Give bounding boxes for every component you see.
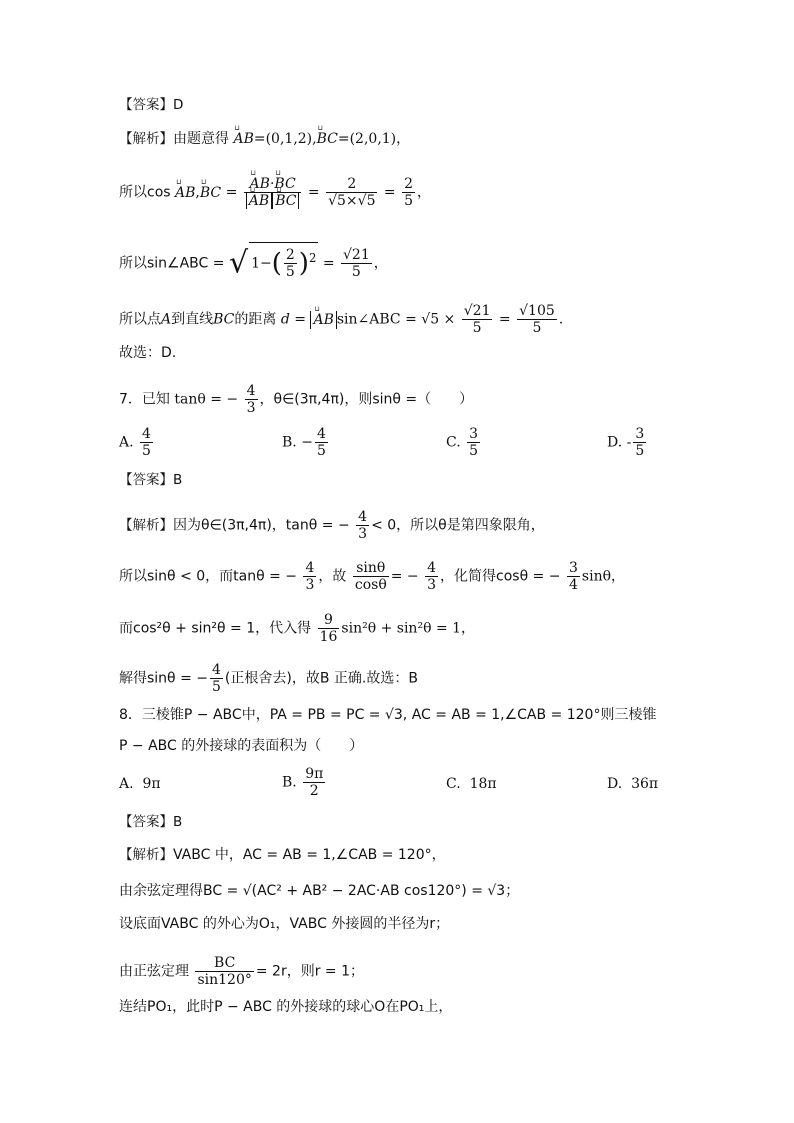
vector-ab: └┘ AB	[233, 130, 253, 148]
q7-number: 7．已知	[119, 391, 170, 408]
q6-sin-line: 所以sin∠ABC = √ 1−( $\frac{2}{5}$ )$^2$ = $\frac{√21}{5}$ ，	[119, 242, 388, 284]
q8-option-c[interactable]: C. 18π	[446, 776, 497, 792]
q8-option-b[interactable]: B. $\frac{9\pi}{2}$	[282, 766, 324, 799]
q8-option-d[interactable]: D. 36π	[607, 776, 659, 792]
q8-analysis-line5: 连结PO₁，此时P − ABC 的外接球的球心O在PO₁上，	[119, 999, 453, 1015]
q7-analysis-line1: 【解析】因为θ∈(3π,4π)，tanθ = − $\frac{4}{3}$ < 0，所以θ是第四象限角，	[119, 509, 545, 542]
q8-answer: 【答案】B	[119, 814, 183, 830]
q8-stem-line1: 8．三棱锥P − ABC中，PA = PB = PC = √3, AC = AB = 1,∠CAB = 120°则三棱锥	[119, 707, 657, 723]
q6-conclusion: 故选：D.	[119, 345, 177, 361]
dist-text-2: 的距离	[234, 311, 277, 328]
q7-option-d[interactable]: D. - $\frac{3}{5}$	[607, 426, 645, 459]
ab-magnitude: └┘ AB	[310, 311, 336, 329]
q7-tan-expr: tanθ = −	[174, 391, 239, 408]
dist-frac-1: $\frac{√21}{5}$	[463, 303, 491, 336]
dist-prefix: 所以点	[119, 311, 161, 328]
dist-formula: d =	[280, 311, 306, 328]
vector-bc: └┘ BC	[317, 130, 338, 148]
q8-stem-line2: P − ABC 的外接球的表面积为（ ）	[119, 738, 364, 754]
q7-analysis-line3: 而cos²θ + sin²θ = 1，代入得 $\frac{9}{16}$ sin²θ + sin²θ = 1，	[119, 612, 476, 645]
q7-stem	[119, 383, 473, 416]
vector-bc: └┘ BC	[200, 184, 221, 202]
q6-distance-line: 所以点A到直线BC的距离 d = └┘ AB sin∠ABC = √5 × $\frac{√21}{5}$ = $\frac{√105}{5}$ .	[119, 303, 563, 336]
q8-analysis-line1: 【解析】VABC 中，AC = AB = 1,∠CAB = 120°，	[119, 847, 446, 863]
q7-option-c[interactable]: C. $\frac{3}{5}$	[446, 426, 479, 459]
point-a: A	[161, 311, 172, 328]
vector-ab: └┘ AB	[175, 184, 195, 202]
q8-option-a[interactable]: A. 9π	[119, 776, 161, 792]
dist-sin: sin∠ABC = √5 ×	[336, 311, 456, 328]
dist-text: 到直线	[171, 311, 214, 328]
q7-option-b[interactable]: B. − $\frac{4}{5}$	[282, 426, 326, 459]
q6-analysis-line1	[119, 130, 410, 148]
q8-analysis-line3: 设底面VABC 的外心为O₁，VABC 外接圆的半径为r；	[119, 916, 450, 932]
analysis-tag: 【解析】	[119, 131, 173, 147]
line-bc: BC	[213, 311, 235, 328]
q8-analysis-line4: 由正弦定理 $\frac{BC}{\sin 120^\circ}$ = 2r，则r = 1；	[119, 955, 364, 988]
cos-prefix: 所以cos	[119, 184, 171, 201]
sin-prefix: 所以sin∠ABC =	[119, 255, 225, 272]
dist-frac-2: $\frac{√105}{5}$	[519, 303, 555, 336]
q7-analysis-line4: 解得sinθ = − $\frac{4}{5}$ (正根舍去)，故B 正确.故选：B	[119, 662, 418, 695]
q7-range: ，θ∈(3π,4π)，则sinθ =（ ）	[259, 391, 474, 408]
analysis-intro: 由题意得	[173, 131, 229, 147]
cos-simplified-fraction: $\frac{2}{5}$	[404, 176, 414, 209]
q7-tan-fraction: $\frac{4}{3}$	[246, 383, 256, 416]
cos-result-fraction: $\frac{2}{√5\times√5}$	[328, 176, 376, 209]
ab-value: =(0,1,2),	[253, 131, 317, 147]
sin-result-fraction: $\frac{√21}{5}$	[343, 247, 370, 280]
sin-radical: 1−( $\frac{2}{5}$ )$^2$	[249, 242, 318, 284]
bc-value: =(2,0,1)，	[337, 131, 411, 147]
cos-fraction: └┘ AB·└┘ BC └┘ AB└┘ BC	[244, 176, 302, 209]
q6-cos-line: 所以cos └┘ AB,└┘ BC = └┘ AB·└┘ BC └┘ AB└┘ BC = $\frac{2}{√5\times√5}$ = $\frac{2}{5}$ ，	[119, 176, 431, 209]
q6-answer: 【答案】D	[119, 97, 184, 113]
q8-analysis-line2: 由余弦定理得BC = √(AC² + AB² − 2AC·AB cos120°) = √3；	[119, 883, 520, 899]
q7-option-a[interactable]: A. $\frac{4}{5}$	[119, 426, 151, 459]
q7-answer: 【答案】B	[119, 472, 183, 488]
q7-analysis-line2: 所以sinθ < 0，而tanθ = − $\frac{4}{3}$ ，故 $\frac{\sin\theta}{\cos\theta}$ = − $\frac{4}{3}$ ，化简得cosθ = − $\frac{3}{4}$ sinθ，	[119, 560, 626, 593]
